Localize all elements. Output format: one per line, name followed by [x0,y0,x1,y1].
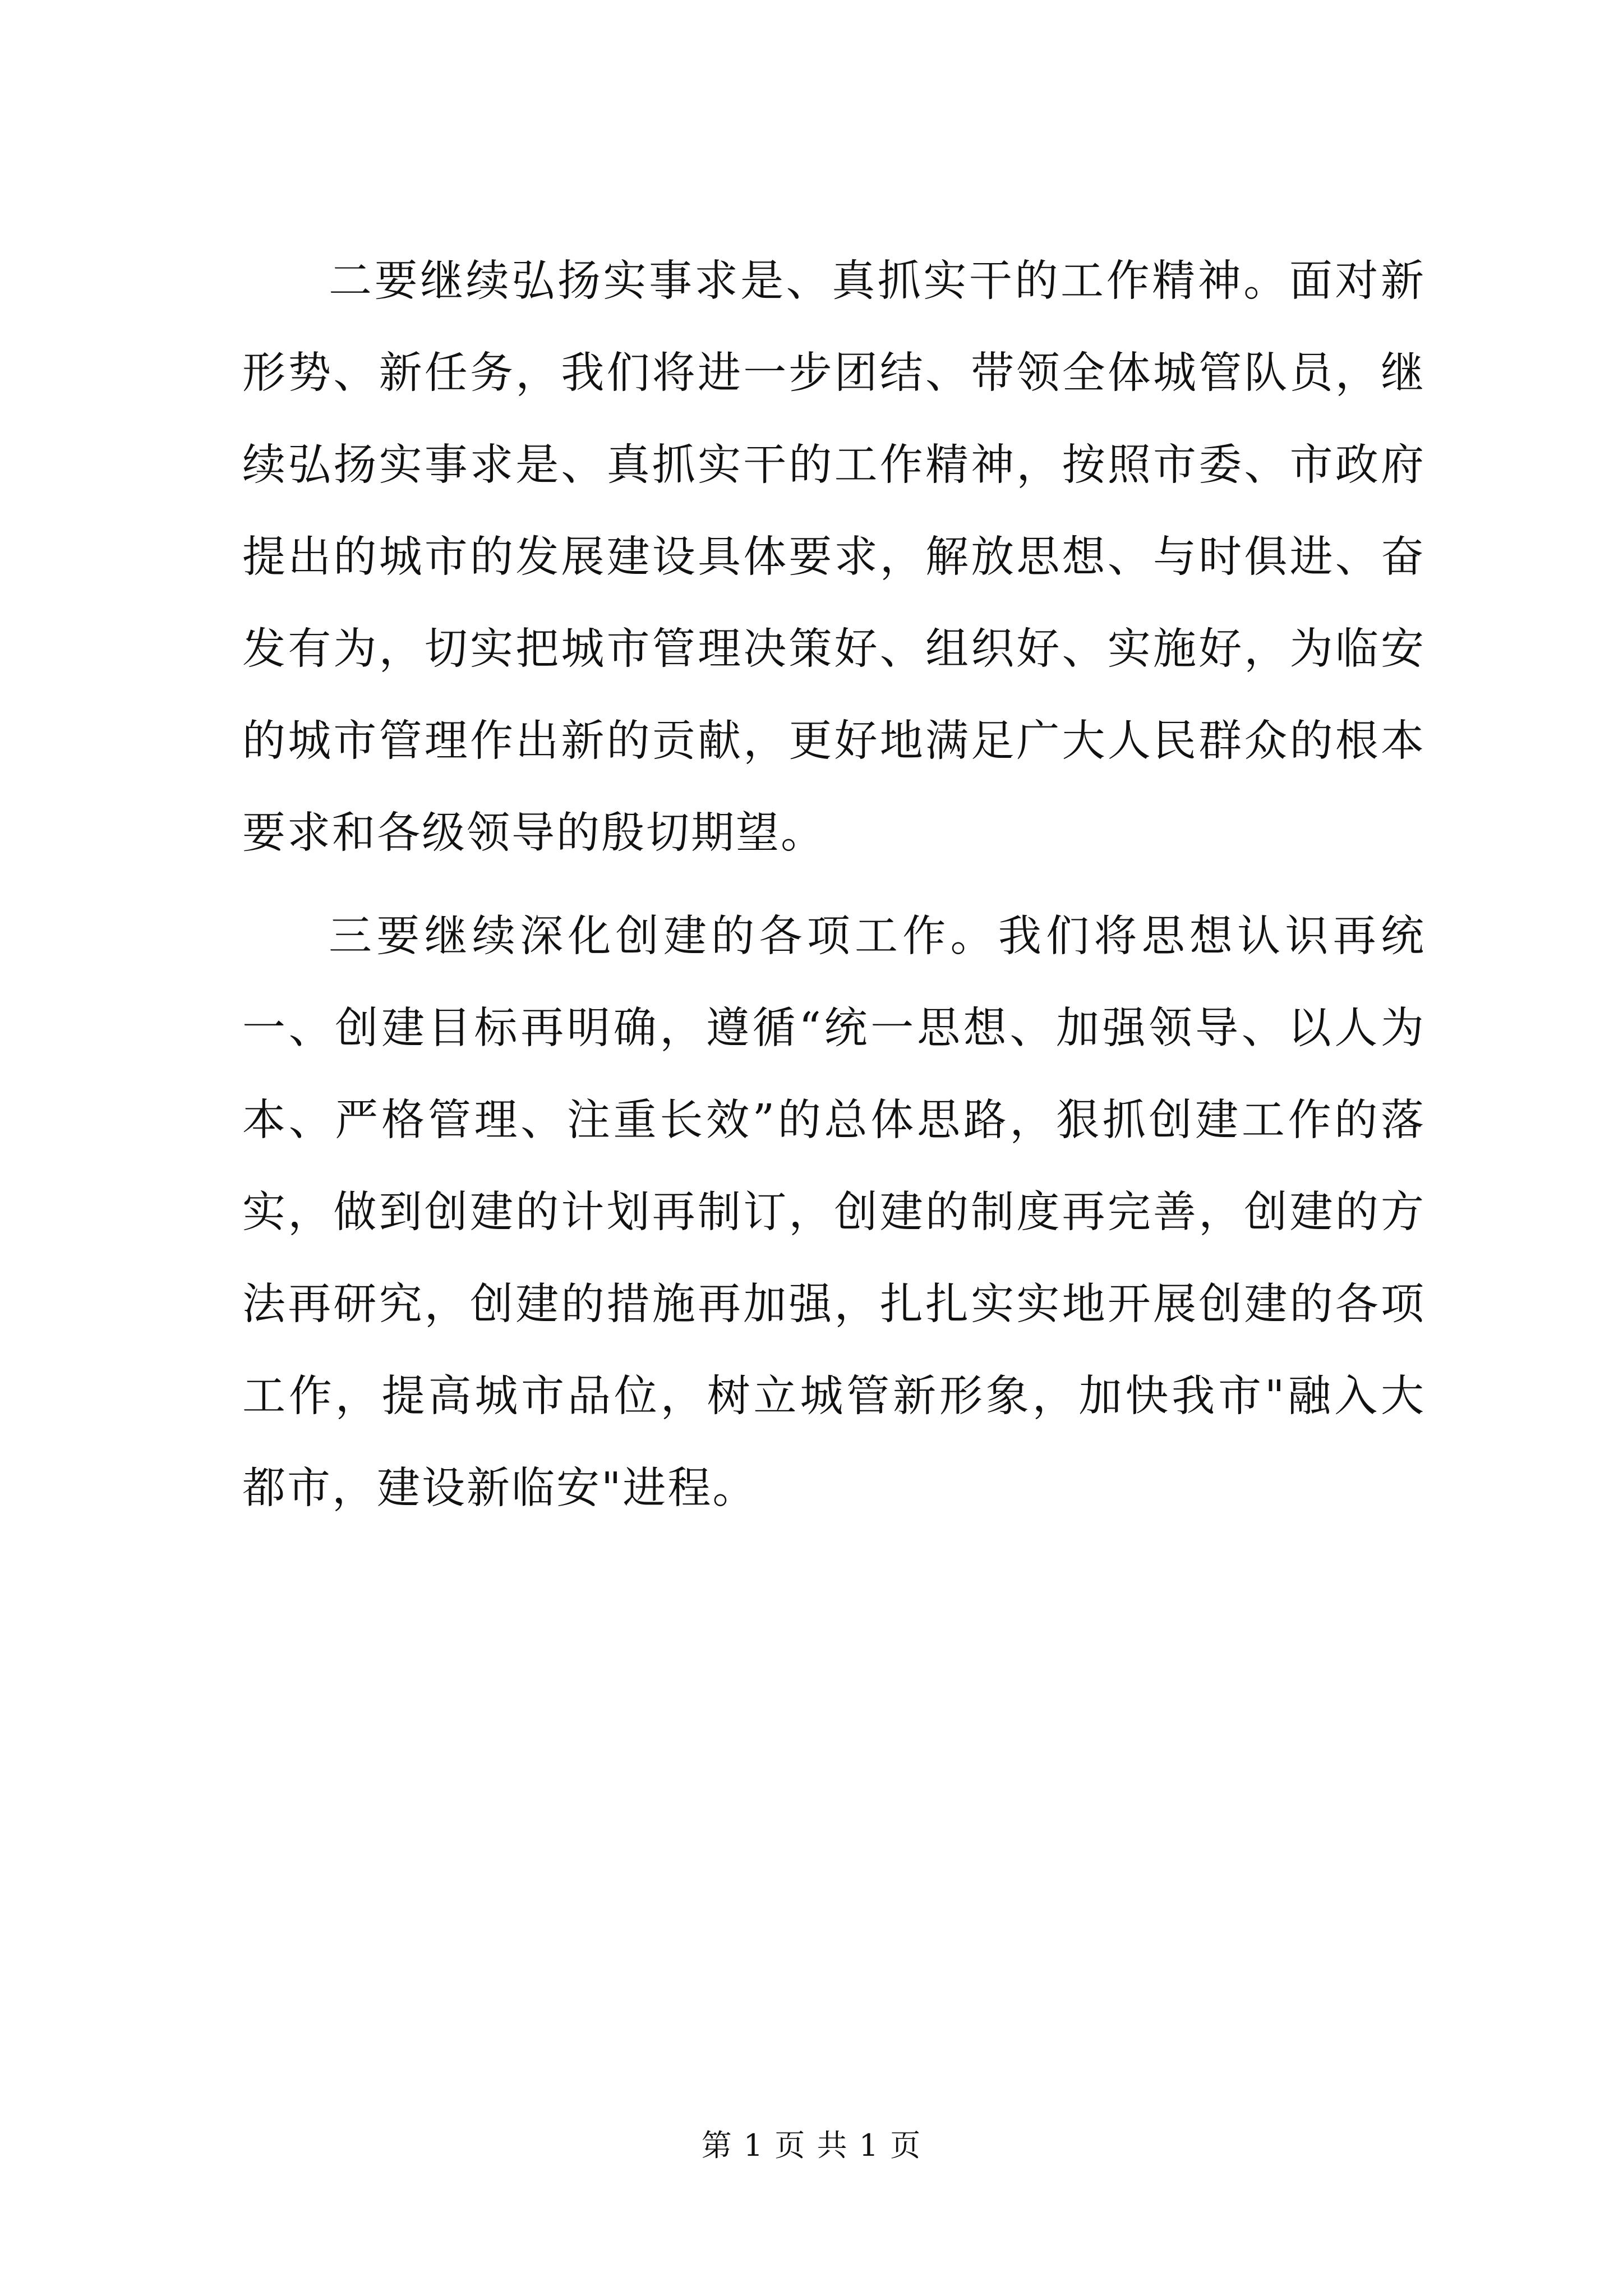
page-footer: 第 1 页 共 1 页 [701,2128,922,2163]
paragraph-2: 二要继续弘扬实事求是、真抓实干的工作精神。面对新形势、新任务，我们将进一步团结、带领全体城管队员，继续弘扬实事求是、真抓实干的工作精神，按照市委、市政府提出的城市的发展建设具体要求，解放思想、与时俱进、奋发有为，切实把城市管理决策好、组织好、实施好，为临安的城市管理作出新的贡献，更好地满足广大人民群众的根本要求和各级领导的殷切期望。 [242,256,1426,858]
paragraph-3: 三要继续深化创建的各项工作。我们将思想认识再统一、创建目标再明确，遵循“统一思想、加强领导、以人为本、严格管理、注重长效”的总体思路，狠抓创建工作的落实，做到创建的计划再制订，创建的制度再完善，创建的方法再研究，创建的措施再加强，扎扎实实地开展创建的各项工作，提高城市品位，树立城管新形象，加快我市"融入大都市，建设新临安"进程。 [242,912,1426,1513]
document-body [242,236,1426,1535]
